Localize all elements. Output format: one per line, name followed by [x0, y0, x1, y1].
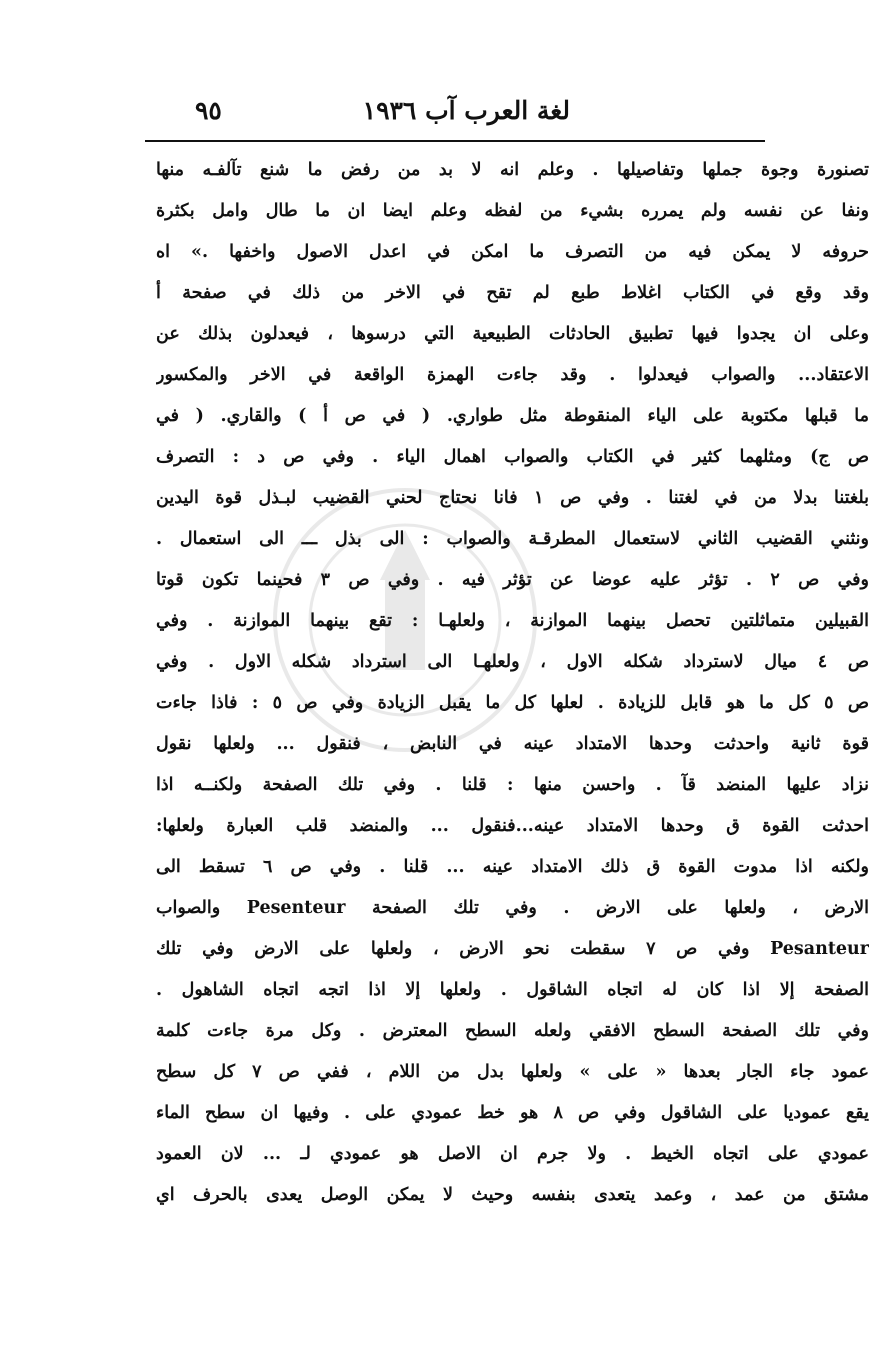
page-header — [145, 92, 765, 136]
text-line: الصفحة إلا اذا كان له اتجاه الشاقول . ولعلها إلا اذا اتجه اتجاه الشاهول . — [156, 980, 869, 1000]
text-line: ص ٥ كل ما هو قابل للزيادة . لعلها كل ما يقبل الزيادة وفي ص ٥ : فاذا جاءت — [156, 693, 869, 713]
article-body — [156, 150, 869, 1216]
text-line: احدثت القوة ق وحدها الامتداد عينه...فنقول ... والمنضد قلب العبارة ولعلها: — [156, 816, 869, 836]
text-line: ونفا عن نفسه ولم يمرره بشيء من لفظه وعلم ايضا ان ما طال وامل بكثرة — [156, 201, 869, 221]
text-line: وقد وقع في الكتاب اغلاط طبع لم تقح في الاخر من ذلك في صفحة أ — [156, 283, 869, 303]
text-line: وفي ص ٢ . تؤثر عليه عوضا عن تؤثر فيه . وفي ص ٣ فحينما تكون قوتا — [156, 570, 869, 590]
text-line: يقع عموديا على الشاقول وفي ص ٨ هو خط عمودي على . وفيها ان سطح الماء — [156, 1103, 869, 1123]
text-line: الاعتقاد... والصواب فيعدلوا . وقد جاءت الهمزة الواقعة في الاخر والمكسور — [156, 365, 869, 385]
page-number: ٩٥ — [195, 96, 222, 125]
text-line: وفي تلك الصفحة السطح الافقي ولعله السطح المعترض . وكل مرة جاءت كلمة — [156, 1021, 869, 1041]
text-line: عمود جاء الجار بعدها « على » ولعلها بدل من اللام ، ففي ص ٧ كل سطح — [156, 1062, 869, 1082]
text-line: ونثني القضيب الثاني لاستعمال المطرقـة والصواب : الى بذل ـــ الى استعمال . — [156, 529, 869, 549]
text-line: ص ٤ ميال لاسترداد شكله الاول ، ولعلهـا الى استرداد شكله الاول . وفي — [156, 652, 869, 672]
text-line: بلغتنا بدلا من في لغتنا . وفي ص ١ فانا نحتاج لحني القضيب لبـذل قوة اليدين — [156, 488, 869, 508]
header-divider — [145, 140, 765, 142]
running-title: لغة العرب آب ١٩٣٦ — [362, 96, 570, 125]
text-line: تصنورة وجوة جملها وتفاصيلها . وعلم انه لا بد من رفض ما شنع تآلفـه منها — [156, 160, 869, 180]
text-line: القبيلين متماثلتين تحصل بينهما الموازنة ، ولعلهـا : تقع بينهما الموازنة . وفي — [156, 611, 869, 631]
text-line: Pesanteur وفي ص ٧ سقطت نحو الارض ، ولعلها على الارض وفي تلك — [156, 939, 869, 959]
text-line: حروفه لا يمكن فيه من التصرف ما امكن في اعدل الاصول واخفها .» اه — [156, 242, 869, 262]
text-line: وعلى ان يجدوا فيها تطبيق الحادثات الطبيعية التي درسوها ، فيعدلون بذلك عن — [156, 324, 869, 344]
text-line: ص ج) ومثلهما كثير في الكتاب والصواب اهمال الياء . وفي ص د : التصرف — [156, 447, 869, 467]
text-line: ولكنه اذا مدوت القوة ق ذلك الامتداد عينه ... قلنا . وفي ص ٦ تسقط الى — [156, 857, 869, 877]
text-line: مشتق من عمد ، وعمد يتعدى بنفسه وحيث لا يمكن الوصل يعدى بالحرف اي — [156, 1185, 869, 1205]
text-line: نزاد عليها المنضد قآ . واحسن منها : قلنا . وفي تلك الصفحة ولكنــه اذا — [156, 775, 869, 795]
text-line: عمودي على اتجاه الخيط . ولا جرم ان الاصل هو عمودي لـ ... لان العمود — [156, 1144, 869, 1164]
text-line: قوة ثانية واحدثت وحدها الامتداد عينه في النابض ، فنقول ... ولعلها نقول — [156, 734, 869, 754]
text-line: الارض ، ولعلها على الارض . وفي تلك الصفحة Pesenteur والصواب — [156, 898, 869, 918]
text-line: ما قبلها مكتوبة على الياء المنقوطة مثل طواري. ( في ص أ ) والقاري. ( في — [156, 406, 869, 426]
